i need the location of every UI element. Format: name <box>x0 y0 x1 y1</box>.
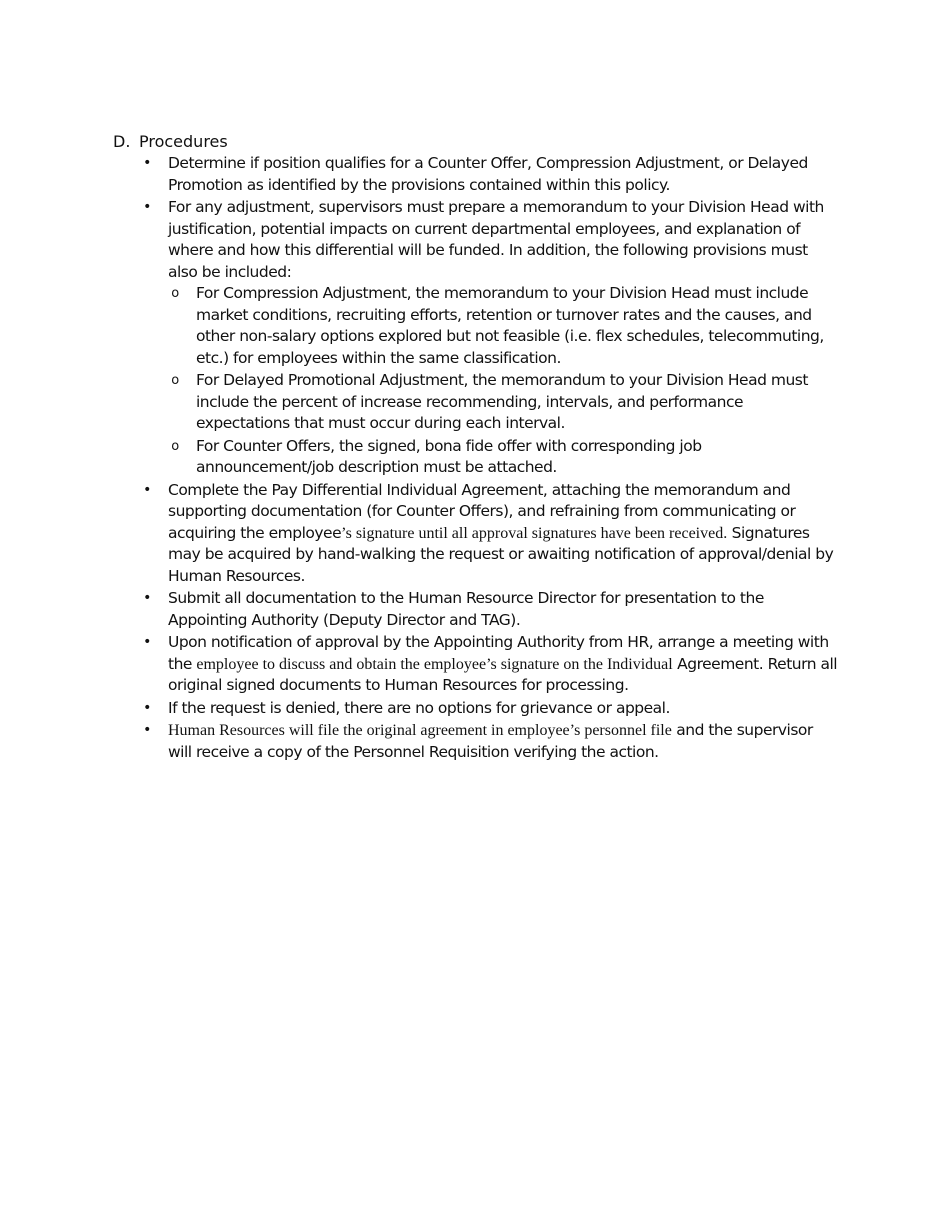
list-item <box>140 588 840 631</box>
list-item <box>140 632 840 697</box>
list-item-text: Submit all documentation to the Human Resource Director for presentation to the Appointing Authority (Deputy Director and TAG). <box>168 589 764 629</box>
circle-bullet-icon: o <box>171 373 179 388</box>
bullet-icon: • <box>143 199 151 215</box>
bullet-icon: • <box>143 590 151 606</box>
list-item-text: Complete the Pay Differential Individual Agreement, attaching the memorandum and supporting documentation (for Counter Offers), and refraining from communicating or acquiring the employee <box>168 480 796 542</box>
bullet-icon: • <box>143 481 151 498</box>
sub-list-item <box>140 283 840 369</box>
bullet-icon: • <box>143 722 151 738</box>
section-marker: D. <box>113 132 131 151</box>
list-item <box>140 197 840 479</box>
list-item-text: and the supervisor will receive a copy of the Personnel Requisition verifying the action. <box>168 721 813 761</box>
list-item-text: For any adjustment, supervisors must prepare a memorandum to your Division Head with justification, potential impacts on current departmental employees, and explanation of where and how this differential will be funded. In addition, the following provisions must also be included: <box>168 198 824 281</box>
sub-list-item <box>140 436 840 479</box>
section-title: Procedures <box>139 132 228 151</box>
sub-list-item-text: For Compression Adjustment, the memorandum to your Division Head must include market conditions, recruiting efforts, retention or turnover rates and the causes, and other non-salary options explored but not feasible (i.e. flex schedules, telecommuting, etc.) for employees within the same classification. <box>196 284 824 367</box>
list-item-text: Upon notification of approval by the Appointing Authority from HR, arrange a meeting with the <box>168 633 829 673</box>
circle-bullet-icon: o <box>171 286 179 301</box>
sub-list-item-text: For Counter Offers, the signed, bona fide offer with corresponding job announcement/job description must be attached. <box>196 436 702 476</box>
list-item-text-serif: Human Resources will file the original agreement in employee’s personnel file <box>168 722 672 739</box>
circle-bullet-icon: o <box>171 438 179 454</box>
list-item-text: Agreement. Return all original signed documents to Human Resources for processing. <box>168 654 838 694</box>
procedure-list <box>140 153 840 764</box>
sub-list-item-text: For Delayed Promotional Adjustment, the memorandum to your Division Head must include the percent of increase recommending, intervals, and performance expectations that must occur during each interval. <box>196 371 808 432</box>
list-item <box>140 480 840 588</box>
bullet-icon: • <box>143 634 151 650</box>
sub-list <box>140 283 840 479</box>
sub-list-item <box>140 370 840 435</box>
list-item-text-serif: employee to discuss and obtain the employee’s signature on the Individual <box>196 655 673 673</box>
list-item-text: If the request is denied, there are no options for grievance or appeal. <box>168 698 670 717</box>
section-heading <box>113 131 228 153</box>
list-item-text-serif: ’s signature until all approval signatures have been received. <box>341 524 728 542</box>
list-item <box>140 153 840 196</box>
list-item-text: Signatures may be acquired by hand-walking the request or awaiting notification of approval/denial by Human Resources. <box>168 523 834 585</box>
bullet-icon: • <box>143 699 151 716</box>
bullet-icon: • <box>143 155 151 171</box>
list-item <box>140 720 840 763</box>
list-item <box>140 698 840 720</box>
list-item-text: Determine if position qualifies for a Counter Offer, Compression Adjustment, or Delayed Promotion as identified by the provisions contained within this policy. <box>168 154 808 194</box>
